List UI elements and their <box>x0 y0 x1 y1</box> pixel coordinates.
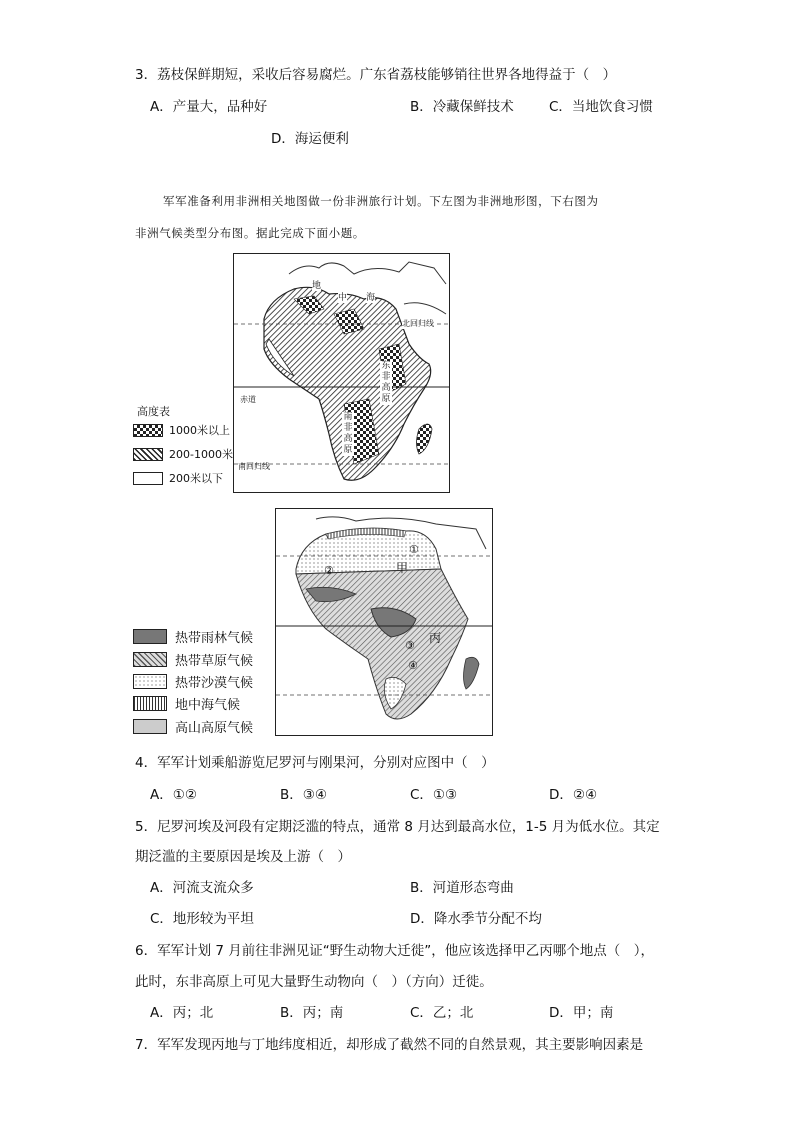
climate-map-svg <box>276 509 492 735</box>
q5-stem-line-2: 期泛滥的主要原因是埃及上游（ ） <box>135 849 351 865</box>
climate-legend-item <box>133 717 253 736</box>
q5-stem-line-1: 5．尼罗河埃及河段有定期泛滥的特点，通常 8 月达到最高水位，1-5 月为低水位。其定 <box>135 819 660 835</box>
swatch-mediterranean <box>133 696 167 711</box>
climate-legend-item <box>133 694 240 713</box>
legend-desert: 热带沙漠气候 <box>175 676 254 691</box>
legend-mediterranean: 地中海气候 <box>175 698 241 713</box>
q5-option-d: D．降水季节分配不均 <box>410 911 542 927</box>
q6-option-c: C．乙；北 <box>410 1005 474 1021</box>
q3-option-d: D．海运便利 <box>271 131 349 147</box>
q5-option-b: B．河道形态弯曲 <box>410 880 514 896</box>
label-east-africa-plateau <box>380 361 392 405</box>
legend-highland: 高山高原气候 <box>175 721 254 736</box>
terrain-legend-item <box>133 422 230 438</box>
marker-3: ③ <box>405 639 415 652</box>
label-di: 地 <box>312 278 321 291</box>
swatch-low <box>133 472 163 485</box>
legend-label-low: 200米以下 <box>169 472 223 485</box>
swatch-savanna <box>133 652 167 667</box>
q6-stem-line-2: 此时，东非高原上可见大量野生动物向（ ）（方向）迁徙。 <box>135 974 493 990</box>
terrain-legend-item <box>133 446 233 462</box>
label-tropic-north: 北回归线 <box>402 319 434 328</box>
label-hai: 海 <box>366 290 375 303</box>
east-plateau-char-3: 高 <box>381 383 391 393</box>
east-plateau-char-2: 非 <box>381 372 391 382</box>
marker-4: ④ <box>408 659 418 672</box>
q6-option-d: D．甲；南 <box>549 1005 614 1021</box>
terrain-legend-item <box>133 470 223 486</box>
q3-stem: 3．荔枝保鲜期短，采收后容易腐烂。广东省荔枝能够销往世界各地得益于（ ） <box>135 67 617 83</box>
legend-rainforest: 热带雨林气候 <box>175 631 254 646</box>
q6-stem-line-1: 6．军军计划 7 月前往非洲见证“野生动物大迁徙”，他应该选择甲乙丙哪个地点（ ）， <box>135 943 654 959</box>
intro-line-1: 军军准备利用非洲相关地图做一份非洲旅行计划。下左图为非洲地形图，下右图为 <box>163 194 599 208</box>
east-plateau-char-4: 原 <box>381 394 391 404</box>
q6-option-a: A．丙；北 <box>150 1005 214 1021</box>
south-plateau-char-4: 原 <box>343 445 353 455</box>
east-plateau-char-1: 东 <box>381 361 391 371</box>
q5-option-c: C．地形较为平坦 <box>150 911 254 927</box>
climate-legend-item <box>133 650 253 669</box>
marker-2: ② <box>324 564 334 577</box>
label-bing: 丙 <box>429 631 442 645</box>
swatch-mid <box>133 448 163 461</box>
marker-1: ① <box>409 543 419 556</box>
swatch-highland <box>133 719 167 734</box>
south-plateau-char-2: 非 <box>343 423 353 433</box>
intro-line-2: 非洲气候类型分布图。据此完成下面小题。 <box>135 226 365 240</box>
south-plateau-char-1: 南 <box>343 412 353 422</box>
q5-option-a: A．河流支流众多 <box>150 880 254 896</box>
label-tropic-south: 南回归线 <box>238 462 270 471</box>
q4-option-c: C．①③ <box>410 787 458 803</box>
q4-option-b: B．③④ <box>280 787 327 803</box>
climate-legend-item <box>133 627 253 646</box>
q4-option-d: D．②④ <box>549 787 598 803</box>
africa-climate-map <box>275 508 493 736</box>
q4-option-a: A．①② <box>150 787 197 803</box>
south-plateau-char-3: 高 <box>343 434 353 444</box>
terrain-legend-title: 高度表 <box>137 405 170 418</box>
legend-label-mid: 200-1000米 <box>169 448 233 461</box>
africa-terrain-map <box>233 253 450 493</box>
legend-label-high: 1000米以上 <box>169 424 230 437</box>
label-equator: 赤道 <box>240 395 256 404</box>
climate-legend-item <box>133 672 253 691</box>
label-jia: 甲 <box>396 561 409 575</box>
label-south-africa-plateau <box>342 412 354 456</box>
swatch-high <box>133 424 163 437</box>
q3-option-b: B．冷藏保鲜技术 <box>410 99 514 115</box>
swatch-desert <box>133 674 167 689</box>
q4-stem: 4．军军计划乘船游览尼罗河与刚果河，分别对应图中（ ） <box>135 755 495 771</box>
swatch-rainforest <box>133 629 167 644</box>
q3-option-a: A．产量大，品种好 <box>150 99 268 115</box>
q6-option-b: B．丙；南 <box>280 1005 344 1021</box>
q7-stem-line-1: 7．军军发现丙地与丁地纬度相近，却形成了截然不同的自然景观，其主要影响因素是 <box>135 1037 644 1053</box>
q3-option-c: C．当地饮食习惯 <box>549 99 653 115</box>
label-zhong: 中 <box>338 290 347 303</box>
legend-savanna: 热带草原气候 <box>175 654 254 669</box>
